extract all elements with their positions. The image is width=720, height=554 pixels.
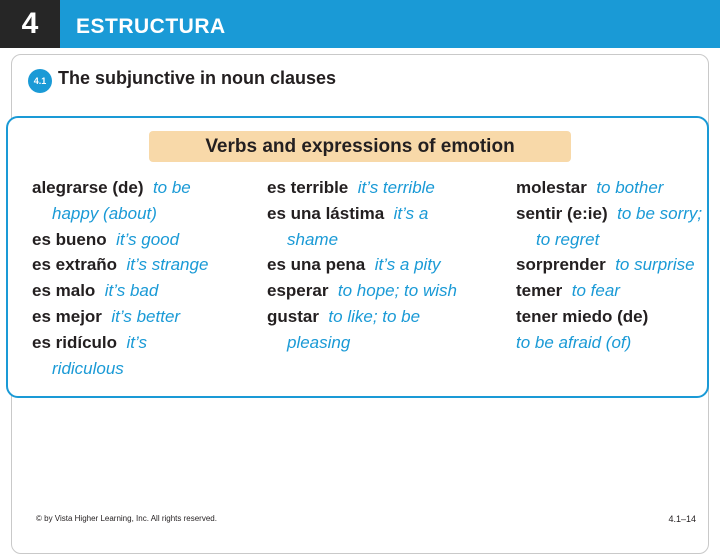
- vocab-meaning-continuation: [267, 330, 457, 356]
- vocab-term: es una pena: [267, 255, 366, 275]
- vocab-entry: [267, 175, 457, 201]
- vocab-term: alegrarse (de): [32, 178, 144, 197]
- vocab-term: es mejor: [32, 306, 102, 326]
- vocab-term: temer: [516, 281, 563, 301]
- vocab-entry: [32, 304, 208, 330]
- vocabulary-column-1: [32, 175, 208, 381]
- vocab-meaning: to surprise: [615, 255, 695, 275]
- vocab-meaning: to be afraid (of): [516, 332, 632, 352]
- vocab-entry: [516, 304, 702, 330]
- vocab-meaning: to regret: [536, 229, 600, 249]
- vocab-term: es terrible: [267, 178, 349, 197]
- vocab-meaning: to like; to be: [328, 306, 421, 326]
- vocab-entry: [267, 304, 457, 330]
- vocab-meaning-continuation: [516, 227, 702, 253]
- vocab-entry: [516, 278, 702, 304]
- vocab-term: es bueno: [32, 229, 107, 249]
- vocab-term: es extraño: [32, 255, 118, 275]
- vocab-meaning: to hope; to wish: [337, 281, 457, 301]
- copyright-notice: © by Vista Higher Learning, Inc. All rights reserved.: [36, 514, 217, 523]
- vocab-term: sorprender: [516, 255, 606, 275]
- vocab-meaning-continuation: [516, 330, 702, 356]
- vocab-meaning: it’s good: [116, 229, 180, 249]
- vocab-entry: [267, 252, 457, 278]
- vocab-meaning: to fear: [571, 281, 620, 301]
- vocab-entry: [267, 278, 457, 304]
- vocabulary-column-3: [516, 175, 702, 356]
- chapter-title: ESTRUCTURA: [76, 15, 226, 38]
- vocab-meaning: it’s strange: [126, 255, 209, 275]
- vocab-term: sentir (e:ie): [516, 203, 608, 223]
- vocab-meaning-continuation: [267, 227, 457, 253]
- vocab-entry: [516, 252, 702, 278]
- vocab-meaning: it’s a: [393, 203, 429, 223]
- vocab-meaning: it’s a pity: [374, 255, 441, 275]
- vocab-meaning: to bother: [596, 178, 664, 197]
- vocab-meaning: to be: [152, 178, 191, 197]
- page-number: 4.1–14: [668, 514, 696, 524]
- vocab-term: molestar: [516, 178, 587, 197]
- vocab-entry: [267, 201, 457, 227]
- vocab-term: gustar: [267, 306, 319, 326]
- vocab-meaning: it’s better: [111, 306, 181, 326]
- vocabulary-box-title: Verbs and expressions of emotion: [149, 131, 571, 162]
- vocab-entry: [516, 201, 702, 227]
- vocab-term: esperar: [267, 281, 329, 301]
- vocab-entry: [32, 278, 208, 304]
- vocab-meaning: shame: [287, 229, 339, 249]
- vocab-term: tener miedo (de): [516, 306, 649, 326]
- vocab-term: es malo: [32, 281, 96, 301]
- section-title: The subjunctive in noun clauses: [58, 68, 337, 88]
- vocab-entry: [32, 175, 208, 201]
- section-number-badge: 4.1: [28, 69, 52, 93]
- vocab-meaning-continuation: [32, 356, 208, 382]
- vocab-meaning: pleasing: [287, 332, 351, 352]
- vocab-entry: [32, 227, 208, 253]
- vocabulary-column-2: [267, 175, 457, 356]
- vocab-meaning: it’s: [126, 332, 147, 352]
- vocab-meaning: it’s terrible: [357, 178, 435, 197]
- vocab-meaning: it’s bad: [104, 281, 159, 301]
- vocab-entry: [32, 252, 208, 278]
- vocab-term: es una lástima: [267, 203, 385, 223]
- vocab-meaning-continuation: [32, 201, 208, 227]
- chapter-number: 4: [0, 0, 60, 48]
- vocab-entry: [516, 175, 702, 201]
- vocab-meaning: to be sorry;: [617, 203, 703, 223]
- vocab-entry: [32, 330, 208, 356]
- vocab-meaning: ridiculous: [52, 358, 124, 378]
- vocab-term: es ridículo: [32, 332, 118, 352]
- vocab-meaning: happy (about): [52, 203, 157, 223]
